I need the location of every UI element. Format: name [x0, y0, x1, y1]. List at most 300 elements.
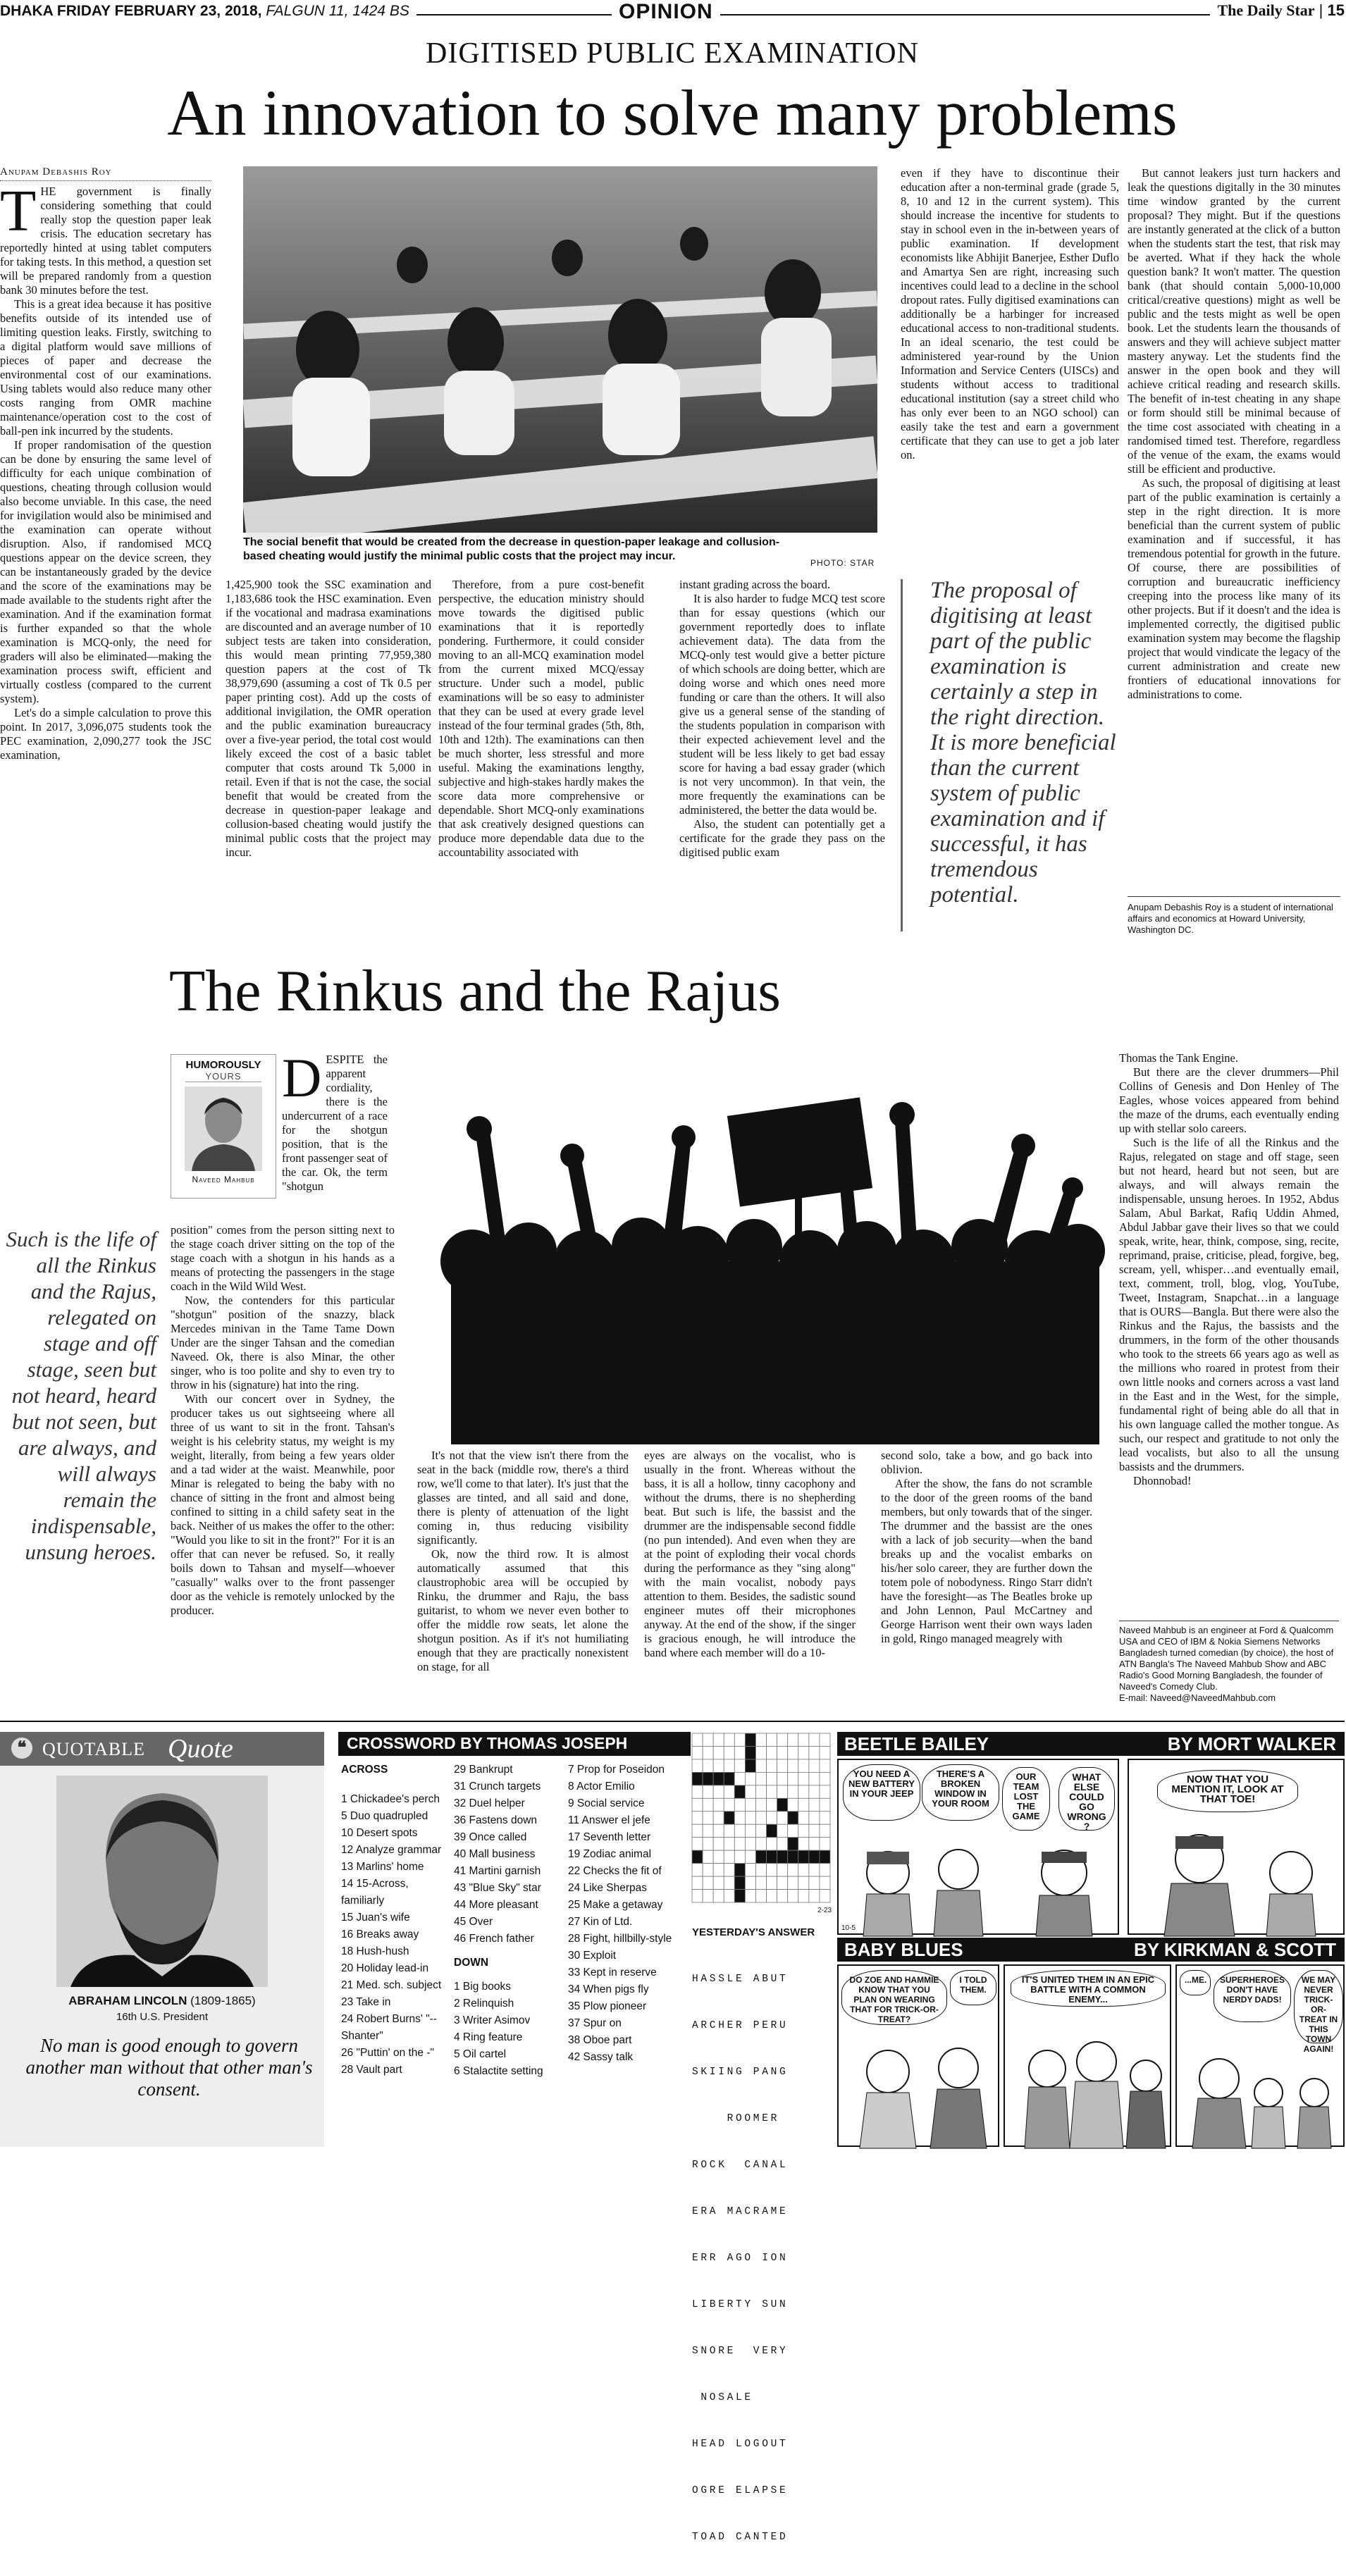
clue: 8 Actor Emilio — [568, 1781, 635, 1792]
crossword-cell — [745, 1733, 755, 1746]
clue: 31 Crunch targets — [454, 1781, 541, 1792]
crossword-cell — [820, 1733, 830, 1746]
crossword-cell — [755, 1876, 766, 1889]
crossword-cell — [703, 1785, 713, 1798]
author-avatar — [185, 1086, 262, 1171]
crossword-cell — [788, 1733, 798, 1746]
crossword-cell — [798, 1746, 809, 1759]
speech-bubble: SUPERHEROES DON'T HAVE NERDY DADS! — [1214, 1970, 1291, 2022]
photo-credit: PHOTO: STAR — [810, 558, 875, 568]
beetle-title: BEETLE BAILEY — [844, 1733, 989, 1754]
section-divider — [0, 1721, 1345, 1722]
article2-headline: The Rinkus and the Rajus — [169, 958, 781, 1024]
crossword-cell — [809, 1850, 820, 1863]
crossword-cell — [724, 1812, 734, 1824]
clue: 14 15-Across, familiarly — [341, 1878, 409, 1907]
article2-col1b — [171, 1223, 395, 1730]
crossword-cell — [713, 1759, 724, 1772]
crossword-cell — [820, 1876, 830, 1889]
crossword-cell — [692, 1746, 703, 1759]
crossword-cell — [692, 1824, 703, 1837]
crossword-cell — [798, 1812, 809, 1824]
crossword-cell — [692, 1772, 703, 1785]
answer-row: TOAD CANTED — [692, 2532, 789, 2543]
crossword-cell — [809, 1824, 820, 1837]
answer-rows — [692, 1940, 830, 2576]
crossword-cell — [788, 1798, 798, 1811]
speech-bubble: I TOLD THEM. — [950, 1970, 996, 2005]
crossword-cell — [820, 1812, 830, 1824]
clue: 15 Juan's wife — [341, 1912, 410, 1924]
clue: 39 Once called — [454, 1831, 527, 1843]
beetle-characters — [1129, 1816, 1346, 1936]
babyblues-characters — [1005, 2012, 1173, 2148]
crossword-cell — [809, 1876, 820, 1889]
crossword-cell — [745, 1890, 755, 1902]
article1-pullquote: The proposal of digitising at least part of the public examination is certainly a step in the right direction. It is more beneficial than the current system of public examination and if successful, it has tremendous potential. — [930, 578, 1116, 908]
article1-col2 — [226, 578, 431, 940]
crossword-cell — [755, 1759, 766, 1772]
article2-col3 — [644, 1449, 856, 1702]
clue: 22 Checks the fit of — [568, 1865, 662, 1877]
masthead-page: The Daily Star | 15 — [1210, 1, 1345, 20]
crossword-cell — [809, 1812, 820, 1824]
crossword-cell — [788, 1890, 798, 1902]
crossword-cell — [703, 1812, 713, 1824]
crossword-cell — [755, 1890, 766, 1902]
crossword-cell — [692, 1812, 703, 1824]
clue: 26 "Puttin' on the -" — [341, 2047, 435, 2059]
speech-bubble: OUR TEAM LOST THE GAME — [1002, 1767, 1050, 1831]
crossword-cell — [767, 1838, 777, 1850]
crossword-cell — [713, 1746, 724, 1759]
clue: 6 Stalactite setting — [454, 2065, 543, 2077]
crossword-cell — [724, 1785, 734, 1798]
crossword-cell — [767, 1824, 777, 1837]
author-name: Naveed Mahbub — [192, 1175, 255, 1184]
crossword-cell — [724, 1733, 734, 1746]
babyblues-author: BY KIRKMAN & SCOTT — [1134, 1939, 1336, 1960]
beetle-characters — [839, 1831, 1120, 1936]
crossword-cell — [809, 1890, 820, 1902]
article2-pullquote: Such is the life of all the Rinkus and the Rajus, relegated on stage and off stage, seen but not heard, heard but not seen, but are always, and will always remain the indispensable, unsung heroes. — [6, 1227, 156, 1564]
crossword-cell — [809, 1838, 820, 1850]
crossword-cell — [798, 1733, 809, 1746]
column-logo-box — [171, 1054, 276, 1199]
crossword-cell — [734, 1876, 745, 1889]
crossword-cell — [755, 1798, 766, 1811]
crossword-cell — [703, 1838, 713, 1850]
quote-text: No man is good enough to govern another man without that other man's consent. — [25, 2035, 313, 2100]
crossword-cell — [820, 1759, 830, 1772]
crossword-cell — [767, 1785, 777, 1798]
crossword-cell — [809, 1772, 820, 1785]
crossword-cell — [788, 1759, 798, 1772]
article1-kicker: DIGITISED PUBLIC EXAMINATION — [426, 37, 919, 70]
answer-row: ROOMER — [692, 2113, 789, 2124]
crossword-cell — [734, 1733, 745, 1746]
crossword-cell — [703, 1824, 713, 1837]
crossword-cell — [692, 1890, 703, 1902]
clue: 23 Take in — [341, 1996, 391, 2008]
crossword-cell — [745, 1812, 755, 1824]
crossword-cell — [820, 1746, 830, 1759]
clue: 12 Analyze grammar — [341, 1844, 442, 1856]
quote-title-a: QUOTABLE — [42, 1739, 146, 1759]
clue: 43 "Blue Sky" star — [454, 1882, 541, 1894]
answer-row: ROCK CANAL — [692, 2160, 789, 2171]
crossword-cell — [777, 1746, 788, 1759]
crossword-cell — [745, 1838, 755, 1850]
crossword-cell — [724, 1876, 734, 1889]
crossword-cell — [745, 1785, 755, 1798]
clue: 41 Martini garnish — [454, 1865, 541, 1877]
crossword-cell — [767, 1850, 777, 1863]
clue: 24 Robert Burns' "-- Shanter" — [341, 2013, 437, 2042]
clue: 45 Over — [454, 1916, 493, 1928]
crossword-cell — [820, 1864, 830, 1876]
crossword-cell — [767, 1864, 777, 1876]
crossword-cell — [692, 1759, 703, 1772]
quote-header — [0, 1732, 324, 1766]
crossword-cell — [788, 1876, 798, 1889]
crossword-cell — [713, 1890, 724, 1902]
paragraph: Thomas the Tank Engine. — [1119, 1051, 1239, 1065]
crossword-cell — [734, 1798, 745, 1811]
crossword-cell — [692, 1876, 703, 1889]
clue: 9 Social service — [568, 1797, 645, 1809]
paragraph: eyes are always on the vocalist, who is usually in the front. Whereas without the bass, it is all a hollow, tinny cacophony and without the drums, there is no shepherding beat. But such is life, the bassist and the drummer are the indispensable second fiddle (no pun intended). And even when they are at the point of exploding their vocal chords during the performance as they "sing along" with the main vocalist, nobody pays attention to them. Besides, the sadistic sound engineer mutes off their microphones anyway. At the end of the show, if the singer is gracious enough, he will introduce the band where each member will do a 10- — [644, 1449, 856, 1659]
page-number: 15 — [1327, 1, 1345, 19]
crossword-cell — [798, 1864, 809, 1876]
dropcap: D — [282, 1047, 322, 1108]
paragraph: Such is the life of all the Rinkus and the Rajus, relegated on stage and off stage, seen but not heard, heard but not seen, but are always, and will always remain the indispensable, unsung heroes. In 1952, Abdus Salam, Abul Barkat, Rafiq Uddin Ahmed, Abdul Jabbar gave their lives so that we could speak, write, hear, think, compose, sing, recite, reprimand, praise, criticise, plead, forgive, beg, scream, yell, whisper…and eventually email, text, comment, troll, blog, vlog, YouTube, Tweet, Instagram, Snapchat…in a language that is OURS—Bangla. But there were also the Rinkus and the Rajus, the bassists and the drummers, in the form of the other thousands who took to the streets 66 years ago as well as the millions who roared in protest from their own little nooks and corners across a vast land in the East and in the West, for the simple, fundamental right of being able do all that in his own language called the mother tongue. As such, our respect and gratitude to not only the lead vocalists, but also to all the unsung bassists and the drummers. — [1119, 1136, 1339, 1473]
paragraph: Therefore, from a pure cost-benefit perspective, the education ministry should move towards the digitised public examinations that it is reportedly pondering. Furthermore, it could consider moving to an all-MCQ examination model from the current mixed MCQ/essay structure. Under such a model, public examinations will be so easy to administer that they can be used at every grade level instead of the four terminal grades (5th, 8th, 10th and 12th). The examinations can then be much shorter, less stressful and more useful. Making the examinations lengthy, subjective and high-stakes hardly makes the score data more comprehensive or dependable. Short MCQ-only examinations that ask creatively designed questions can produce more dependable data due to the accountability associated with — [438, 578, 644, 859]
paragraph: Dhonnobad! — [1133, 1474, 1192, 1487]
crossword-cell — [777, 1785, 788, 1798]
author-email: E-mail: Naveed@NaveedMahbub.com — [1119, 1692, 1276, 1703]
article1-col4 — [679, 578, 885, 940]
crossword-cell — [788, 1850, 798, 1863]
crossword-cell — [724, 1772, 734, 1785]
crossword-cell — [788, 1812, 798, 1824]
clue: 5 Duo quadrupled — [341, 1810, 428, 1822]
speech-bubble: YOU NEED A NEW BATTERY IN YOUR JEEP — [843, 1764, 920, 1821]
exam-photo-illustration — [243, 166, 877, 533]
speech-bubble: NOW THAT YOU MENTION IT, LOOK AT THAT TOE! — [1157, 1770, 1298, 1812]
beetle-header — [837, 1732, 1345, 1756]
crossword-cell — [798, 1838, 809, 1850]
crossword-cell — [713, 1876, 724, 1889]
speech-bubble: WHAT ELSE COULD GO WRONG ? — [1058, 1767, 1115, 1831]
crossword-cell — [745, 1864, 755, 1876]
crossword-cell — [767, 1746, 777, 1759]
article2-bio — [1119, 1625, 1338, 1704]
article2-col2 — [417, 1449, 629, 1702]
crossword-cell — [809, 1759, 820, 1772]
answer-title: YESTERDAY'S ANSWER — [692, 1926, 815, 1938]
clue: 5 Oil cartel — [454, 2048, 507, 2060]
crossword-cell — [745, 1772, 755, 1785]
paragraph: Also, the student can potentially get a certificate for the grade they pass on the digitised public exam — [679, 817, 885, 859]
article1-bio: Anupam Debashis Roy is a student of international affairs and economics at Howard University, Washington DC. — [1128, 902, 1333, 935]
crossword-cell — [767, 1890, 777, 1902]
answer-grid — [692, 1940, 830, 2576]
crossword-cell — [820, 1890, 830, 1902]
clue: 1 Chickadee's perch — [341, 1793, 440, 1805]
quote-person-years: (1809-1865) — [190, 1994, 256, 2007]
clue: 11 Answer el jefe — [568, 1814, 650, 1826]
clue: 21 Med. sch. subject — [341, 1979, 442, 1991]
clue: 30 Exploit — [568, 1950, 617, 1962]
clue: 42 Sassy talk — [568, 2051, 634, 2063]
crossword-cell — [798, 1759, 809, 1772]
crossword-cell — [713, 1733, 724, 1746]
article1-headline: An innovation to solve many problems — [167, 77, 1178, 149]
article1-col3 — [438, 578, 644, 940]
crossword-cell — [767, 1772, 777, 1785]
paragraph: HE government is finally considering something that could really stop the question paper leak crisis. The education secretary has reportedly hinted at using tablet computers for taking tests. In this method, a question set will be prepared randomly from a question bank 30 minutes before the test. — [0, 185, 211, 297]
clue: 36 Fastens down — [454, 1814, 538, 1826]
column-name2: YOURS — [185, 1071, 261, 1082]
paragraph: But there are the clever drummers—Phil Collins of Genesis and Don Henley of The Eagles, whose voices appeared from behind the maze of the drums, each eventually ending up with stellar solo careers. — [1119, 1065, 1339, 1135]
crossword-cell — [734, 1890, 745, 1902]
crossword-col3 — [568, 1761, 688, 2066]
paragraph: As such, the proposal of digitising at least part of the public examination is certainly a step in the right direction. It is more beneficial than the current system of public examination and if successful, it has tremendous potential for growth in the future. Of course, there are possibilities of corruption and bureaucratic inefficiency creeping into the process like many of its other projects. But if it doesn't and the idea is implemented correctly, the digitised public examination system may become the flagship project that would vindicate the legacy of the current administration and create new frontiers of educational innovations for administrations to come. — [1128, 476, 1340, 701]
crossword-cell — [788, 1864, 798, 1876]
clue: 4 Ring feature — [454, 2031, 523, 2043]
quote-box — [0, 1732, 324, 2147]
crossword-cell — [734, 1812, 745, 1824]
crossword-cell — [734, 1746, 745, 1759]
beetle-panel-1 — [837, 1759, 1119, 1935]
clue: 1 Big books — [454, 1981, 511, 1993]
lincoln-portrait — [56, 1776, 268, 1987]
clue: 44 More pleasant — [454, 1899, 538, 1911]
crossword-cell — [809, 1733, 820, 1746]
beetle-date: 10-5 — [841, 1924, 856, 1932]
crossword-cell — [755, 1746, 766, 1759]
across-label: ACROSS — [341, 1764, 388, 1776]
crossword-cell — [820, 1772, 830, 1785]
paragraph: With our concert over in Sydney, the producer takes us out sightseeing where all three of us want to sit in the front. Tahsan's weight is his celebrity status, my weight is my weight, literally, from being a few years older and a tad wider at the waist. Meanwhile, poor Minar is relegated to being the baby with no chance of sitting in the front and almost being confined to sitting in a child safety seat in the back. Neither of us makes the offer to the other: "Would you like to sit in the front?" For it is an offer that can never be refused. So, it really boils down to Tahsan and myself—whoever "casually" walks over to the front passenger door as the vehicle is remotely unlocked by the producer. — [171, 1392, 395, 1617]
crossword-cell — [788, 1746, 798, 1759]
clue: 46 French father — [454, 1933, 534, 1945]
crossword-cell — [703, 1733, 713, 1746]
crossword-cell — [755, 1785, 766, 1798]
crossword-cell — [788, 1785, 798, 1798]
crossword-cell — [745, 1798, 755, 1811]
article2-col4 — [881, 1449, 1092, 1702]
crossword-date: 2-23 — [817, 1907, 832, 1914]
crossword-cell — [703, 1746, 713, 1759]
crossword-cell — [777, 1733, 788, 1746]
crossword-cell — [755, 1850, 766, 1863]
clue: 40 Mall business — [454, 1848, 536, 1860]
exam-hall-photo — [243, 166, 877, 533]
babyblues-title: BABY BLUES — [844, 1939, 963, 1960]
quote-person-role: 16th U.S. President — [116, 2011, 209, 2023]
page-header — [0, 0, 1345, 28]
crossword-cell — [713, 1850, 724, 1863]
crossword-cell — [767, 1876, 777, 1889]
answer-row: SNORE VERY — [692, 2346, 789, 2357]
crossword-cell — [798, 1824, 809, 1837]
clue: 3 Writer Asimov — [454, 2014, 531, 2026]
crossword-cell — [703, 1876, 713, 1889]
dateline-bs: FALGUN 11, 1424 BS — [266, 3, 409, 19]
paragraph: But cannot leakers just turn hackers and leak the questions digitally in the 30 minutes time window granted by the current proposal? They might. But if the questions are instantly generated at the click of a button when the students start the test, that risk may be averted. What if they hack the whole question bank? It won't matter. The question bank (that should contain 5,000-10,000 critical/creative questions) might as well be public and the tests might as well be open book. Let the students learn the thousands of answers and they will achieve subject matter mastery anyway. Let the students find the answer in the open book and they will achieve critical reading and research skills. The benefit of in-test cheating in any shape or form should still be minimal because of the time cost associated with cheating in a randomised timed test. Therefore, regardless of the venue of the exam, the exams would still be efficient and productive. — [1128, 166, 1340, 476]
answer-row: LIBERTY SUN — [692, 2299, 789, 2310]
quote-person-name: ABRAHAM LINCOLN — [68, 1994, 187, 2007]
crossword-col2 — [454, 1761, 561, 2080]
crossword-cell — [777, 1759, 788, 1772]
crossword-cell — [788, 1838, 798, 1850]
crossword-cell — [755, 1772, 766, 1785]
clue: 29 Bankrupt — [454, 1764, 513, 1776]
answer-row: SKIING PANG — [692, 2067, 789, 2078]
crossword-cell — [692, 1798, 703, 1811]
babyblues-panel-3 — [1175, 1964, 1345, 2147]
answer-row: ERR AGO ION — [692, 2253, 789, 2264]
article1-byline: Anupam Debashis Roy — [0, 166, 112, 178]
crossword-cell — [788, 1772, 798, 1785]
crossword-cell — [777, 1850, 788, 1863]
crossword-cell — [703, 1772, 713, 1785]
crossword-cell — [820, 1798, 830, 1811]
answer-row: ARCHER PERU — [692, 2020, 789, 2031]
clue: 18 Hush-hush — [341, 1945, 409, 1957]
crossword-cell — [755, 1864, 766, 1876]
clue: 34 When pigs fly — [568, 1983, 649, 1995]
crossword-cell — [798, 1876, 809, 1889]
clue: 27 Kin of Ltd. — [568, 1916, 633, 1928]
crossword-cell — [820, 1824, 830, 1837]
down-label: DOWN — [454, 1957, 489, 1969]
crossword-cell — [820, 1838, 830, 1850]
crossword-cell — [809, 1746, 820, 1759]
crossword-title: CROSSWORD BY THOMAS JOSEPH — [338, 1732, 691, 1756]
crossword-cell — [713, 1812, 724, 1824]
crossword-cell — [767, 1733, 777, 1746]
speech-bubble: DO ZOE AND HAMMIE KNOW THAT YOU PLAN ON WEARING THAT FOR TRICK-OR-TREAT? — [841, 1970, 947, 2025]
clue: 10 Desert spots — [341, 1827, 418, 1839]
crossword-cell — [798, 1772, 809, 1785]
quote-icon: ❝ — [11, 1738, 32, 1759]
crossword-cell — [692, 1733, 703, 1746]
crossword-cell — [724, 1890, 734, 1902]
crossword-cell — [724, 1746, 734, 1759]
article2-col5 — [1119, 1051, 1339, 1615]
dateline-text: DHAKA FRIDAY FEBRUARY 23, 2018, — [0, 3, 262, 19]
crossword-cell — [713, 1785, 724, 1798]
clue: 37 Spur on — [568, 2017, 622, 2029]
crossword-cell — [777, 1772, 788, 1785]
crossword-cell — [724, 1759, 734, 1772]
dateline — [0, 3, 416, 20]
pullquote-rule — [901, 579, 903, 931]
paragraph: If proper randomisation of the question can be done by ensuring the same level of difficulty for each unique combination of questions, cheating through collusion would also become unviable. In this case, the need for invigilation would also be minimised and the examination can operate without disruption. Also, if randomised MCQ questions appear on the device screen, they can be instantaneously graded by the device and the score of the examinations may be made available to the students right after the examination. And if the examination format is further expanded so that the whole examination is MCQ-only, the need for graders will also be eliminated—making the examination process swift, efficient and virtually costless (compared to the current system). — [0, 438, 211, 705]
crossword-across-col1 — [341, 1761, 447, 2079]
paragraph: second solo, take a bow, and go back into oblivion. — [881, 1449, 1092, 1476]
answer-row: HASSLE ABUT — [692, 1974, 789, 1985]
crossword-cell — [788, 1824, 798, 1837]
paragraph: It's not that the view isn't there from the seat in the back (middle row, there's a third row, we'll come to that later). It's just that the glasses are tinted, and all said and done, there is plenty of attenuation of the light coming in, thus reducing visibility significantly. — [417, 1449, 629, 1547]
paragraph: It is also harder to fudge MCQ test score than for essay questions (which our government reportedly does to inflate achievement data). The data from the MCQ-only test would give a better picture of which schools are doing better, which are doing worse and which ones need more funding or care than the others. It will also give us a general sense of the standing of the students population in comparison with their expected achievement level and the student will be less likely to get bad essay score for having a bad essay grader (which is not very uncommon). In that vein, the more frequently the examinations can be administered, the better the data would be. — [679, 592, 885, 817]
crossword-cell — [713, 1798, 724, 1811]
crossword-cell — [755, 1812, 766, 1824]
paragraph: position" comes from the person sitting next to the stage coach driver sitting on the top of the stage coach with a shotgun in his hands as a means of protecting the passengers in the stage coach in the Wild Wild West. — [171, 1223, 395, 1293]
crossword-cell — [777, 1812, 788, 1824]
crossword-cell — [820, 1785, 830, 1798]
crossword-cell — [713, 1772, 724, 1785]
answer-row: OGRE ELAPSE — [692, 2485, 789, 2496]
quote-person — [0, 1994, 324, 2008]
clue: 16 Breaks away — [341, 1928, 419, 1940]
paragraph: This is a great idea because it has positive benefits outside of its intended use of limiting question leaks. Firstly, switching to a digital platform would save millions of pieces of paper and decrease the environmental cost of our examinations. Using tablets would also reduce many other costs ranging from OMR machine maintenance/operation cost to the cost of ball-pen ink incurred by the students. — [0, 297, 211, 438]
answer-row: ERA MACRAME — [692, 2206, 789, 2217]
column-name: HUMOROUSLY — [185, 1059, 261, 1071]
crossword-cell — [713, 1838, 724, 1850]
babyblues-characters — [1177, 2043, 1346, 2148]
crossword-cell — [724, 1864, 734, 1876]
clue: 38 Oboe part — [568, 2034, 632, 2046]
crossword-cell — [713, 1824, 724, 1837]
protest-illustration — [409, 1050, 1113, 1444]
article1-col6 — [1128, 166, 1340, 892]
crossword-cell — [734, 1824, 745, 1837]
paragraph: instant grading across the board. — [679, 578, 830, 591]
beetle-bar — [837, 1732, 1345, 1756]
beetle-panel-2 — [1128, 1759, 1345, 1935]
crossword-cell — [734, 1785, 745, 1798]
crossword-cell — [734, 1838, 745, 1850]
paragraph: 1,425,900 took the SSC examination and 1,183,686 took the HSC examination. Even if the vocational and madrasa examinations are discounted and an average number of 10 subject tests are taken into consideration, this would mean printing 77,959,380 question papers at the cost of Tk 38,979,690 (assuming a cost of Tk 0.5 per paper printing cost). Add up the costs of additional invigilation, the OMR operation and the public examination bureaucracy over a five-year period, the total cost would likely exceed the cost of a basic tablet computer that costs around Tk 5,000 in retail. Even if that is not the case, the social benefit that would be created from the decrease in question-paper leakage and collusion-based cheating would justify the minimal public costs that the project may incur. — [226, 578, 431, 859]
crossword-cell — [798, 1798, 809, 1811]
crossword-cell — [755, 1733, 766, 1746]
answer-row: HEAD LOGOUT — [692, 2439, 789, 2450]
crossword-cell — [745, 1824, 755, 1837]
crossword-cell — [724, 1838, 734, 1850]
crossword-cell — [777, 1876, 788, 1889]
babyblues-characters — [839, 2029, 1001, 2148]
crossword-cell — [734, 1759, 745, 1772]
crossword-cell — [692, 1838, 703, 1850]
crossword-grid — [692, 1733, 830, 1902]
speech-bubble: IT'S UNITED THEM IN AN EPIC BATTLE WITH A COMMON ENEMY... — [1011, 1970, 1166, 2007]
crossword-cell — [724, 1824, 734, 1837]
section-name: OPINION — [612, 0, 720, 24]
crossword-cell — [734, 1864, 745, 1876]
crossword-cell — [724, 1798, 734, 1811]
crossword-cell — [767, 1759, 777, 1772]
crossword-cell — [703, 1890, 713, 1902]
clue: 24 Like Sherpas — [568, 1882, 648, 1894]
crossword-cell — [745, 1759, 755, 1772]
crossword-cell — [809, 1864, 820, 1876]
article2-col1a — [282, 1047, 388, 1222]
crossword-cell — [734, 1772, 745, 1785]
dropcap: T — [0, 178, 37, 244]
crossword-cell — [692, 1864, 703, 1876]
speech-bubble: THERE'S A BROKEN WINDOW IN YOUR ROOM — [922, 1764, 999, 1821]
paragraph: Let's do a simple calculation to prove this point. In 2017, 3,096,075 students took the PEC examination, 2,090,277 took the JSC examination, — [0, 706, 211, 762]
crossword-cell — [777, 1864, 788, 1876]
crossword-cell — [755, 1824, 766, 1837]
crossword-cell — [745, 1850, 755, 1863]
crossword-cell — [713, 1864, 724, 1876]
paragraph: even if they have to discontinue their education after a non-terminal grade (grade 5, 8, 10 and 12 in the current system). This should increase the incentive for students to stay in school even in the in-between years of public examination. If development economists like Abhijit Banerjee, Esther Duflo and Amartya Sen are right, increasing such incentives could lead to a decline in the school dropout rates. Fully digitised examinations can additionally be a harbinger for increased educational access to non-traditional students. In an ideal scenario, the test could be administered year-round by the Union Information and Service Centers (UISCs) and students without access to traditional educational institution (say a street child who has only ever been to an NGO school) can easily take the test and earn a government certificate that they can use to get a job later on. — [901, 166, 1119, 462]
